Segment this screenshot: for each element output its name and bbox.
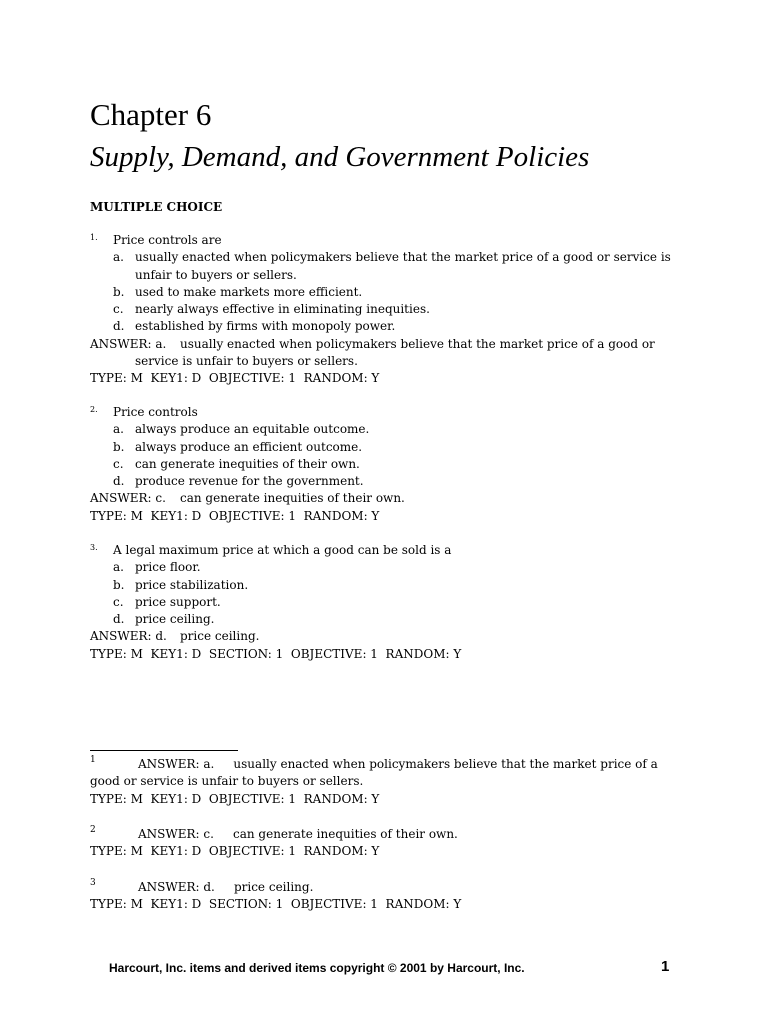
option-text: produce revenue for the government. [135,474,364,489]
chapter-title: Chapter 6 [90,97,212,132]
option-letter: b. [113,284,125,299]
footnote-answer [90,756,680,791]
answer-label: ANSWER: a. [90,336,167,351]
option-b [90,439,680,456]
answer-text: usually enacted when policymakers believe that the market price of a good or service is unfair to buyers or sellers. [135,336,655,369]
footnote-answer-text: usually enacted when policymakers believe that the market price of a good or service is unfair to buyers or sellers. [90,757,658,789]
question-stem [90,542,680,559]
question-stem [90,404,680,421]
answer-label: ANSWER: d. [90,629,167,644]
option-letter: a. [113,422,124,437]
answer-text: can generate inequities of their own. [180,491,405,506]
footnote-divider [90,750,238,751]
footnote-1 [90,756,680,808]
option-letter: a. [113,250,124,265]
question-stem-text: Price controls [113,405,198,419]
option-letter: d. [113,612,125,627]
footnote-answer-text: can generate inequities of their own. [233,827,458,841]
question-3 [90,542,680,663]
question-2 [90,404,680,525]
option-letter: c. [113,456,124,471]
section-heading: MULTIPLE CHOICE [90,200,223,214]
option-text: usually enacted when policymakers believe that the market price of a good or service is unfair to buyers or sellers. [135,250,671,282]
option-a [90,249,680,284]
type-line: TYPE: M KEY1: D OBJECTIVE: 1 RANDOM: Y [90,371,380,386]
type-line: TYPE: M KEY1: D OBJECTIVE: 1 RANDOM: Y [90,508,380,523]
page-number: 1 [661,958,670,975]
option-d [90,318,680,335]
option-c [90,301,680,318]
footnote-type-line: TYPE: M KEY1: D OBJECTIVE: 1 RANDOM: Y [90,844,380,859]
footnote-answer [90,879,680,896]
question-number: 2. [90,405,98,414]
option-text: always produce an equitable outcome. [135,422,370,437]
option-letter: c. [113,302,124,317]
option-d [90,611,680,628]
option-text: price ceiling. [135,612,215,627]
question-1 [90,232,680,388]
option-text: established by firms with monopoly power. [135,319,396,334]
footnote-type-line: TYPE: M KEY1: D OBJECTIVE: 1 RANDOM: Y [90,791,380,806]
footnote-type-line: TYPE: M KEY1: D SECTION: 1 OBJECTIVE: 1 RANDOM: Y [90,897,462,912]
option-d [90,473,680,490]
option-letter: b. [113,439,125,454]
answer-label: ANSWER: c. [90,491,166,506]
type-line: TYPE: M KEY1: D SECTION: 1 OBJECTIVE: 1 RANDOM: Y [90,646,462,661]
option-text: always produce an efficient outcome. [135,439,363,454]
answer-line [90,490,680,507]
answer-line [90,336,680,371]
option-a [90,421,680,438]
footnote-number: 2 [90,825,96,835]
footnote-answer [90,826,680,843]
option-text: nearly always effective in eliminating inequities. [135,302,430,317]
option-letter: b. [113,577,125,592]
question-number: 1. [90,233,98,242]
option-letter: d. [113,474,125,489]
option-letter: a. [113,560,124,575]
footnote-3 [90,879,680,914]
option-b [90,284,680,301]
option-text: price support. [135,594,221,609]
footnote-2 [90,826,680,861]
option-text: price floor. [135,560,201,575]
option-letter: c. [113,594,124,609]
footer-copyright: Harcourt, Inc. items and derived items copyright © 2001 by Harcourt, Inc. [109,961,525,975]
option-c [90,456,680,473]
footnote-answer-label: ANSWER: d. [138,880,215,894]
footnote-number: 1 [90,755,96,765]
answer-line [90,628,680,645]
footnote-answer-text: price ceiling. [233,880,314,894]
option-a [90,559,680,576]
option-b [90,577,680,594]
question-stem [90,232,680,249]
question-number: 3. [90,543,98,552]
footnote-number: 3 [90,878,96,888]
option-text: price stabilization. [135,577,249,592]
option-text: used to make markets more efficient. [135,284,363,299]
option-letter: d. [113,319,125,334]
question-stem-text: A legal maximum price at which a good can be sold is a [113,543,452,557]
chapter-subtitle: Supply, Demand, and Government Policies [90,141,590,173]
footnote-answer-label: ANSWER: c. [138,827,214,841]
option-text: can generate inequities of their own. [135,456,360,471]
footnote-answer-label: ANSWER: a. [138,757,215,771]
answer-text: price ceiling. [180,629,260,644]
option-c [90,594,680,611]
question-stem-text: Price controls are [113,233,222,247]
